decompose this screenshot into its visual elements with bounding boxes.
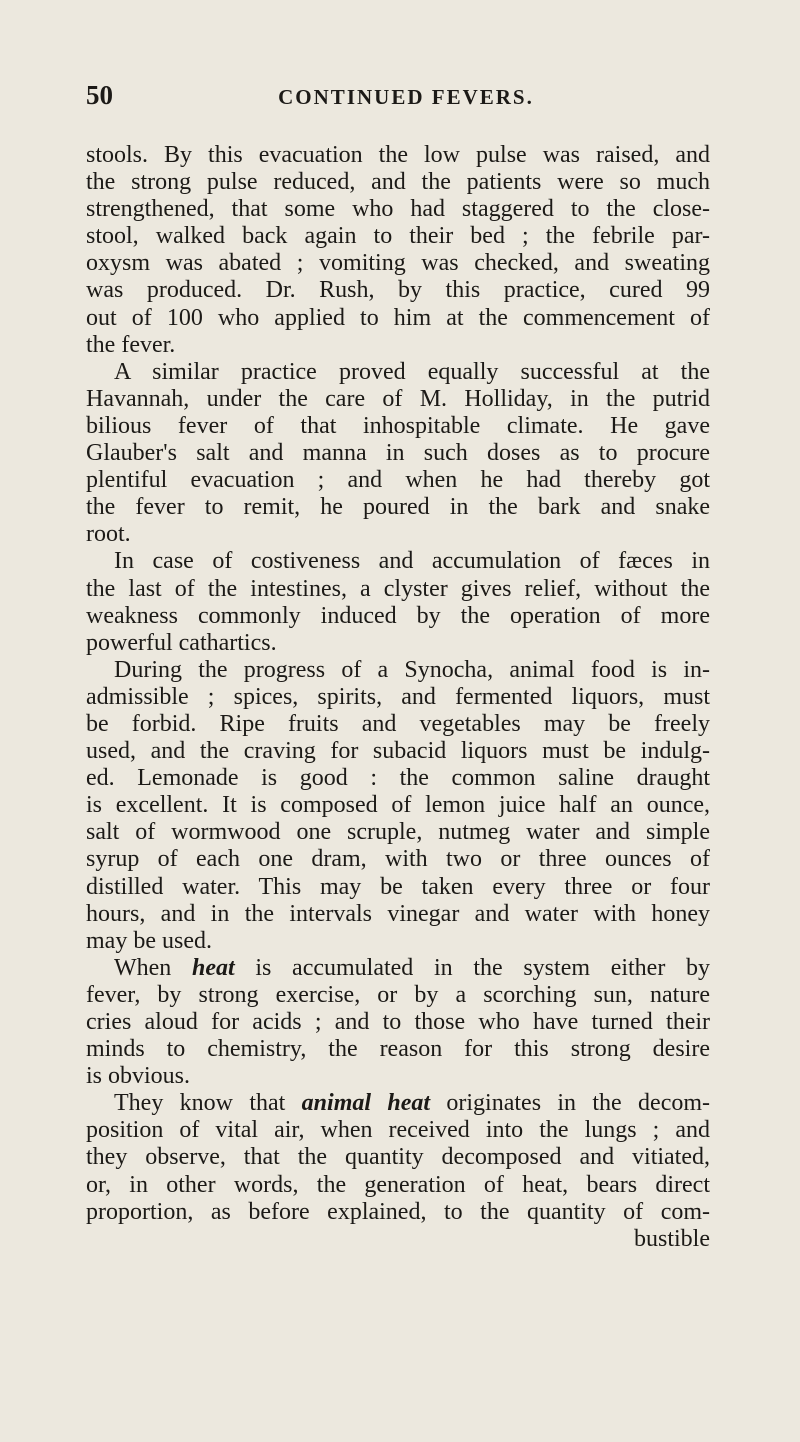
text-segment: is accumulated in the system either by [234,954,711,981]
text-line: out of 100 who applied to him at the commencement of [86,304,710,331]
text-line: is excellent. It is composed of lemon juice half an ounce, [86,792,710,819]
text-line: hours, and in the intervals vinegar and water with honey [86,900,710,927]
text-line [86,1090,710,1117]
text-line: proportion, as before explained, to the quantity of com- [86,1198,710,1225]
text-segment: When [114,954,192,981]
text-line: cries aloud for acids ; and to those who have turned their [86,1009,710,1035]
text-line: salt of wormwood one scruple, nutmeg water and simple [86,819,710,846]
text-line: may be used. [86,927,212,954]
text-line: the fever. [86,331,176,358]
text-line: Glauber's salt and manna in such doses as to procure [86,440,710,467]
text-line: or, in other words, the generation of heat, bears direct [86,1171,710,1198]
text-line: plentiful evacuation ; and when he had thereby got [86,467,710,494]
text-segment: originates in the decom- [430,1090,711,1117]
text-line: In case of costiveness and accumulation of fæces in [114,548,710,575]
text-line: fever, by strong exercise, or by a scorching sun, nature [86,981,710,1008]
text-line: admissible ; spices, spirits, and fermented liquors, must [86,683,710,710]
text-line: bilious fever of that inhospitable climate. He gave [86,412,710,439]
text-line: root. [86,521,131,548]
text-line: be forbid. Ripe fruits and vegetables may be freely [86,710,710,737]
text-line: stools. By this evacuation the low pulse was raised, and [86,142,710,168]
text-line: was produced. Dr. Rush, by this practice, cured 99 [86,277,710,304]
text-line: is obvious. [86,1063,191,1090]
running-head: CONTINUED FEVERS. [278,85,534,109]
text-line: they observe, that the quantity decomposed and vitiated, [86,1144,710,1171]
text-line: ed. Lemonade is good : the common saline draught [86,765,710,792]
text-line: minds to chemistry, the reason for this strong desire [86,1036,710,1063]
text-line: used, and the craving for subacid liquors must be indulg- [86,738,710,765]
text-line: the fever to remit, he poured in the bark and snake [86,494,710,521]
text-line: Havannah, under the care of M. Holliday, in the putrid [86,385,710,412]
text-line: stool, walked back again to their bed ; the febrile par- [86,223,710,250]
text-line: the strong pulse reduced, and the patients were so much [86,169,710,196]
text-line [86,955,710,982]
text-line: syrup of each one dram, with two or three ounces of [86,846,710,873]
text-line: bustible [634,1225,710,1252]
italic-term: animal heat [301,1090,431,1117]
text-line: oxysm was abated ; vomiting was checked, and sweating [86,250,710,277]
text-line: During the progress of a Synocha, animal food is in- [114,656,710,683]
text-line: the last of the intestines, a clyster gives relief, without the [86,575,710,602]
italic-term: heat [192,954,235,981]
text-line: strengthened, that some who had staggered to the close- [86,196,710,223]
text-line: weakness commonly induced by the operation of more [86,602,710,629]
page-header [86,80,726,120]
text-line: A similar practice proved equally successful at the [114,358,710,385]
text-line: powerful cathartics. [86,629,277,656]
page-number: 50 [86,80,113,110]
body-text [86,142,710,1253]
text-line: distilled water. This may be taken every three or four [86,873,710,900]
text-line: position of vital air, when received into the lungs ; and [86,1117,710,1144]
text-segment: They know that [114,1090,302,1117]
